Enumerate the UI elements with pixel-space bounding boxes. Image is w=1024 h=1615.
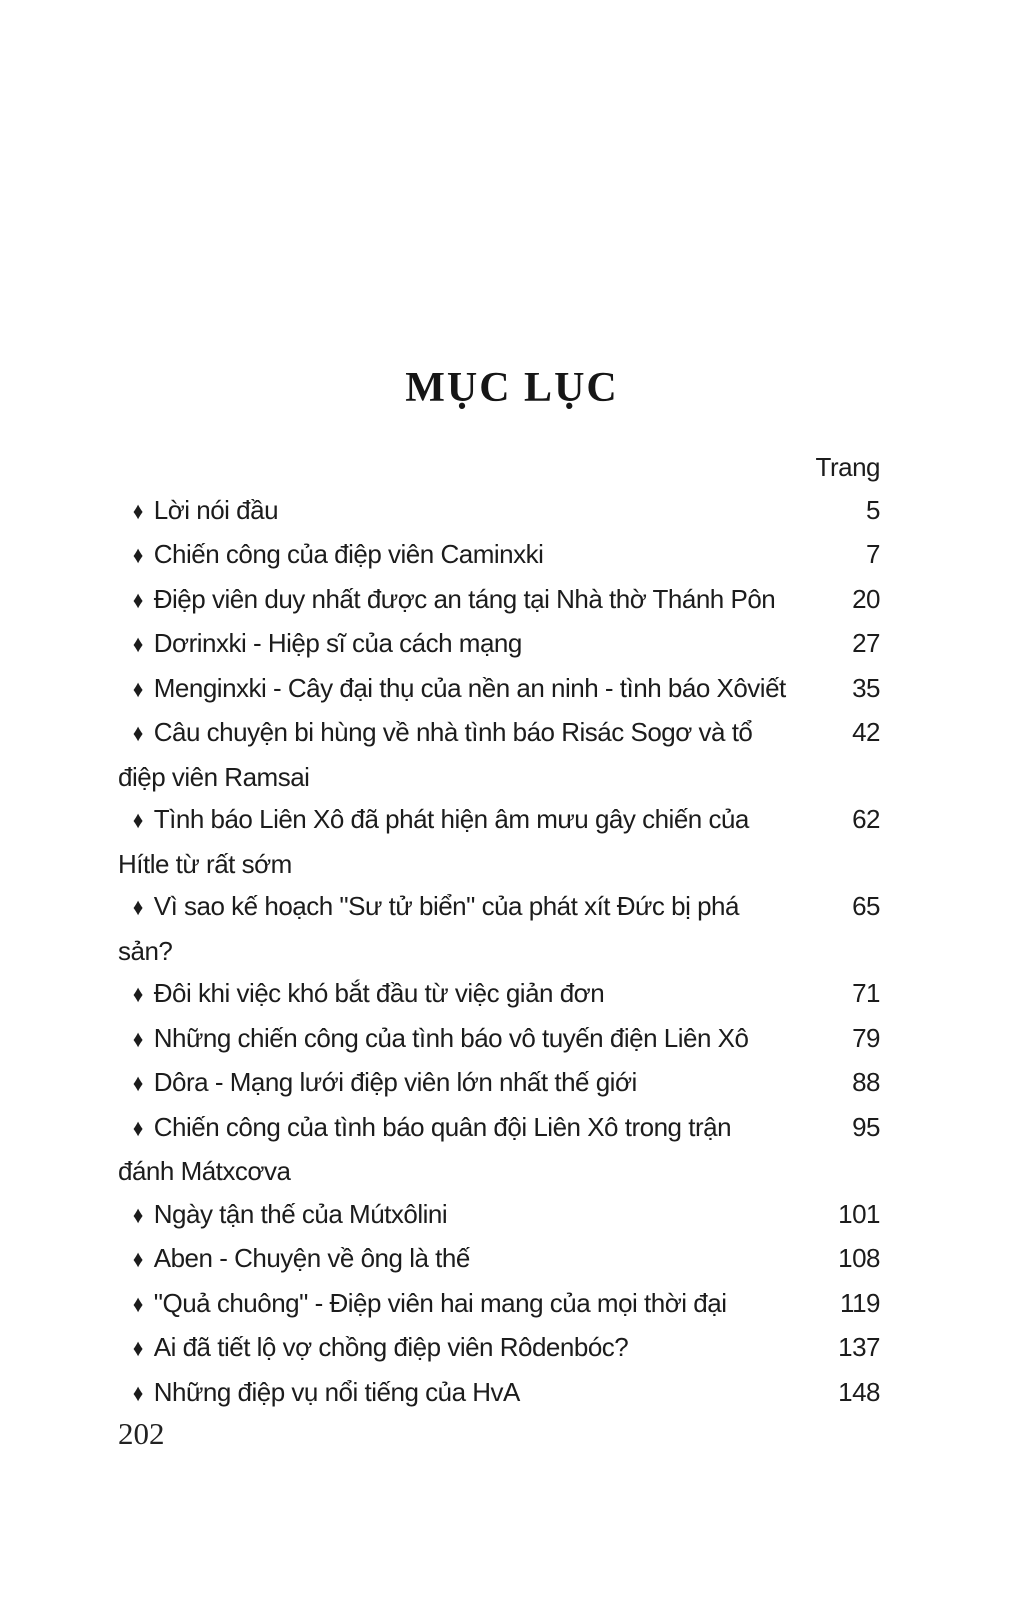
- toc-entry-title: [118, 667, 792, 712]
- diamond-bullet-icon: ♦: [132, 1025, 143, 1053]
- toc-entry-title: [118, 489, 792, 534]
- diamond-bullet-icon: ♦: [132, 894, 143, 921]
- diamond-bullet-icon: ♦: [132, 1070, 143, 1097]
- toc-entry-list: [118, 489, 882, 1416]
- toc-entry-page-number: 5: [866, 494, 880, 525]
- toc-entry-title-line: ♦ Dôra - Mạng lưới điệp viên lớn nhất thế giới: [118, 1061, 792, 1106]
- toc-entry-title: [118, 1193, 792, 1238]
- toc-entry-page-number: 108: [838, 1243, 880, 1273]
- folio-page-number: 202: [118, 1416, 165, 1451]
- toc-entry-title: [118, 798, 792, 885]
- toc-entry-title-line: Hítle từ rất sớm: [118, 848, 292, 879]
- toc-entry-title: [118, 972, 792, 1017]
- toc-entry: [118, 711, 882, 798]
- toc-entry-page-number: 65: [852, 891, 880, 921]
- diamond-bullet-icon: ♦: [132, 1201, 143, 1229]
- toc-entry: [118, 1282, 882, 1327]
- toc-entry-page-number: 71: [852, 978, 880, 1008]
- diamond-bullet-icon: ♦: [132, 542, 143, 569]
- toc-entry-title-line: ♦ Ai đã tiết lộ vợ chồng điệp viên Rôdenbóc?: [118, 1326, 792, 1371]
- page-title: MỤC LỤC: [405, 365, 619, 412]
- diamond-bullet-icon: ♦: [132, 1290, 143, 1318]
- diamond-bullet-icon: ♦: [132, 807, 143, 834]
- toc-entry-title-line: ♦ Dơrinxki - Hiệp sĩ của cách mạng: [118, 622, 792, 667]
- toc-entry-page-number: 88: [852, 1067, 880, 1097]
- diamond-bullet-icon: ♦: [132, 1379, 143, 1407]
- toc-entry-title-line: ♦ Câu chuyện bi hùng về nhà tình báo Risác Sogơ và tổ: [118, 711, 792, 756]
- toc-entry-page-number: 27: [852, 628, 880, 658]
- toc-entry-title: [118, 533, 792, 578]
- diamond-bullet-icon: ♦: [132, 497, 143, 525]
- toc-entry: [118, 798, 882, 885]
- toc-entry-page-number: 7: [866, 539, 880, 569]
- toc-entry-title-line: ♦ Aben - Chuyện về ông là thế: [118, 1237, 792, 1282]
- diamond-bullet-icon: ♦: [132, 720, 143, 747]
- toc-entry-page-number: 35: [852, 672, 880, 703]
- toc-entry-title-line: ♦ Lời nói đầu: [118, 489, 792, 534]
- toc-entry-title-line: ♦ Điệp viên duy nhất được an táng tại Nhà thờ Thánh Pôn: [118, 578, 792, 623]
- toc-entry-page-number: 79: [852, 1022, 880, 1053]
- diamond-bullet-icon: ♦: [132, 586, 143, 614]
- toc-entry-title-line: ♦ "Quả chuông" - Điệp viên hai mang của mọi thời đại: [118, 1282, 792, 1327]
- toc-entry-title-line: ♦ Chiến công của tình báo quân đội Liên Xô trong trận: [118, 1106, 792, 1151]
- toc-entry: [118, 1193, 882, 1238]
- diamond-bullet-icon: ♦: [132, 1114, 143, 1142]
- toc-entry: [118, 667, 882, 712]
- toc-entry-page-number: 119: [840, 1287, 880, 1318]
- diamond-bullet-icon: ♦: [132, 631, 143, 658]
- toc-entry-page-number: 101: [838, 1198, 880, 1229]
- toc-entry-page-number: 148: [838, 1376, 880, 1407]
- toc-entry-title-line: ♦ Những chiến công của tình báo vô tuyến điện Liên Xô: [118, 1017, 792, 1062]
- diamond-bullet-icon: ♦: [132, 981, 143, 1008]
- toc-entry-page-number: 42: [852, 717, 880, 747]
- toc-entry: [118, 1017, 882, 1062]
- toc-entry: [118, 972, 882, 1017]
- toc-entry-title-line: ♦ Chiến công của điệp viên Caminxki: [118, 533, 792, 578]
- toc-entry: [118, 885, 882, 972]
- toc-entry-title: [118, 1282, 792, 1327]
- toc-entry: [118, 1061, 882, 1106]
- toc-entry-title: [118, 1237, 792, 1282]
- page-column-header: Trang: [815, 452, 880, 482]
- toc-entry-title-line: ♦ Menginxki - Cây đại thụ của nền an ninh - tình báo Xôviết: [118, 667, 792, 712]
- toc-entry-title: [118, 885, 792, 972]
- toc-entry-page-number: 95: [852, 1111, 880, 1142]
- toc-entry-title-line: đánh Mátxcơva: [118, 1156, 291, 1186]
- toc-entry: [118, 1106, 882, 1193]
- toc-entry: [118, 489, 882, 534]
- toc-entry-title-line: điệp viên Ramsai: [118, 761, 310, 792]
- toc-entry-page-number: 20: [852, 583, 880, 614]
- toc-entry-title-line: ♦ Ngày tận thế của Mútxôlini: [118, 1193, 792, 1238]
- diamond-bullet-icon: ♦: [132, 1335, 143, 1362]
- toc-entry-title: [118, 1326, 792, 1371]
- toc-entry-title: [118, 1371, 792, 1416]
- toc-entry-title-line: sản?: [118, 935, 173, 966]
- toc-entry-title: [118, 578, 792, 623]
- toc-entry-title-line: ♦ Vì sao kế hoạch "Sư tử biển" của phát xít Đức bị phá: [118, 885, 792, 930]
- diamond-bullet-icon: ♦: [132, 1246, 143, 1273]
- toc-entry-title: [118, 1061, 792, 1106]
- toc-entry-title: [118, 622, 792, 667]
- toc-entry: [118, 533, 882, 578]
- toc-entry: [118, 578, 882, 623]
- toc-entry-page-number: 62: [852, 804, 880, 834]
- toc-entry: [118, 1371, 882, 1416]
- toc-entry: [118, 1326, 882, 1371]
- table-of-contents: [118, 446, 882, 1415]
- toc-entry: [118, 1237, 882, 1282]
- toc-entry-title: [118, 1017, 792, 1062]
- diamond-bullet-icon: ♦: [132, 675, 143, 703]
- toc-entry-title: [118, 711, 792, 798]
- toc-entry-title-line: ♦ Những điệp vụ nổi tiếng của HvA: [118, 1371, 792, 1416]
- toc-entry-title-line: ♦ Tình báo Liên Xô đã phát hiện âm mưu gây chiến của: [118, 798, 792, 843]
- toc-entry-title: [118, 1106, 792, 1193]
- toc-entry: [118, 622, 882, 667]
- toc-entry-title-line: ♦ Đôi khi việc khó bắt đầu từ việc giản đơn: [118, 972, 792, 1017]
- toc-entry-page-number: 137: [838, 1332, 880, 1362]
